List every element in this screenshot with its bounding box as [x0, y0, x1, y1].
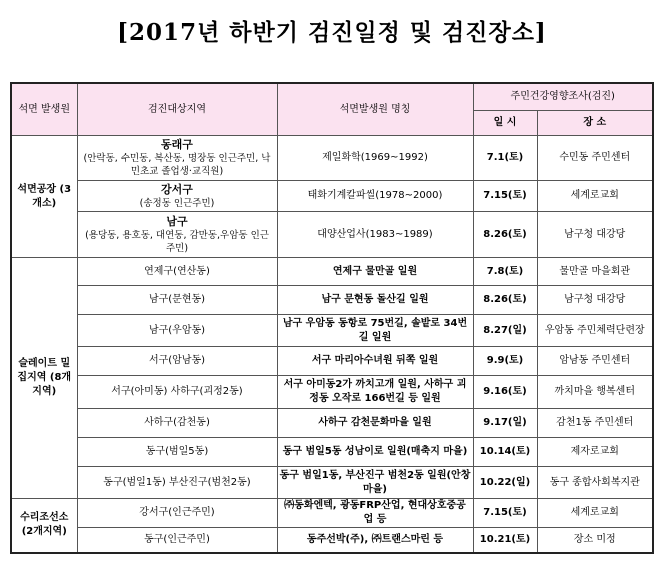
- region-cell: 서구(암남동): [77, 347, 277, 376]
- source-cell: 남구 우암동 동항로 75번길, 솔밭로 34번길 일원: [277, 315, 473, 347]
- header-region: 검진대상지역: [77, 83, 277, 136]
- date-cell: 9.17(일): [473, 409, 537, 438]
- group-cell: 석면공장 (3개소): [11, 136, 77, 258]
- place-cell: 세계로교회: [537, 181, 653, 212]
- header-survey: 주민건강영향조사(검진): [473, 83, 653, 111]
- region-cell: [77, 136, 277, 181]
- source-cell: 동구 범일1동, 부산진구 범천2동 일원(안창마을): [277, 467, 473, 499]
- region-cell: 남구(우암동): [77, 315, 277, 347]
- source-cell: 동주선박(주), ㈜트랜스마린 등: [277, 528, 473, 553]
- date-cell: 10.21(토): [473, 528, 537, 553]
- place-cell: 동구 종합사회복지관: [537, 467, 653, 499]
- place-cell: 우암동 주민체력단련장: [537, 315, 653, 347]
- date-cell: 8.26(토): [473, 212, 537, 258]
- table-row: [11, 438, 653, 467]
- table-row: [11, 212, 653, 258]
- source-cell: ㈜동화엔텍, 광동FRP산업, 현대상호중공업 등: [277, 499, 473, 528]
- table-row: [11, 315, 653, 347]
- source-cell: 연제구 물만골 일원: [277, 258, 473, 286]
- place-cell: 까치마을 행복센터: [537, 376, 653, 409]
- table-row: [11, 286, 653, 315]
- region-name: 동래구: [161, 138, 193, 151]
- header-group: 석면 발생원: [11, 83, 77, 136]
- region-detail: (송정동 인근주민): [139, 197, 215, 209]
- source-cell: 제일화학(1969~1992): [277, 136, 473, 181]
- source-cell: 서구 마리아수녀원 뒤쪽 일원: [277, 347, 473, 376]
- date-cell: 9.9(토): [473, 347, 537, 376]
- place-cell: 물만골 마을회관: [537, 258, 653, 286]
- source-cell: 사하구 감천문화마을 일원: [277, 409, 473, 438]
- table-row: [11, 499, 653, 528]
- region-cell: 사하구(감천동): [77, 409, 277, 438]
- source-cell: 서구 아미동2가 까치고개 일원, 사하구 괴정동 오작로 166번길 등 일원: [277, 376, 473, 409]
- place-cell: 세계로교회: [537, 499, 653, 528]
- region-detail: (용당동, 용호동, 대연동, 감만동,우암동 인근 주민): [85, 229, 269, 254]
- region-cell: [77, 181, 277, 212]
- source-cell: 태화기계칼파씰(1978~2000): [277, 181, 473, 212]
- source-cell: 대양산업사(1983~1989): [277, 212, 473, 258]
- date-cell: 7.15(토): [473, 499, 537, 528]
- table-row: [11, 181, 653, 212]
- schedule-table: [10, 82, 654, 554]
- region-detail: (안락동, 수민동, 복산동, 명장동 인근주민, 낙민초교 졸업생·교직원): [83, 153, 271, 177]
- region-cell: 연제구(연산동): [77, 258, 277, 286]
- table-row: [11, 136, 653, 181]
- source-cell: 남구 문현동 돌산길 일원: [277, 286, 473, 315]
- date-cell: 10.22(일): [473, 467, 537, 499]
- table-row: [11, 409, 653, 438]
- place-cell: 장소 미정: [537, 528, 653, 553]
- region-cell: [77, 212, 277, 258]
- table-header-row: [11, 83, 653, 111]
- date-cell: 10.14(토): [473, 438, 537, 467]
- region-name: 남구: [166, 214, 188, 228]
- date-cell: 7.15(토): [473, 181, 537, 212]
- date-cell: 7.1(토): [473, 136, 537, 181]
- date-cell: 9.16(토): [473, 376, 537, 409]
- region-name: 강서구: [161, 182, 193, 196]
- header-place: 장 소: [537, 111, 653, 136]
- group-cell: 수리조선소 (2개지역): [11, 499, 77, 553]
- place-cell: 제자로교회: [537, 438, 653, 467]
- table-row: [11, 376, 653, 409]
- place-cell: 수민동 주민센터: [537, 136, 653, 181]
- place-cell: 남구청 대강당: [537, 212, 653, 258]
- table-row: [11, 467, 653, 499]
- header-source: 석면발생원 명칭: [277, 83, 473, 136]
- date-cell: 8.26(토): [473, 286, 537, 315]
- table-row: [11, 258, 653, 286]
- region-cell: 동구(범일1동) 부산진구(범천2동): [77, 467, 277, 499]
- group-cell: 슬레이트 밀집지역 (8개지역): [11, 258, 77, 499]
- region-cell: 동구(인근주민): [77, 528, 277, 553]
- page-title: [2017년 하반기 검진일정 및 검진장소]: [117, 19, 547, 46]
- region-cell: 강서구(인근주민): [77, 499, 277, 528]
- header-date: 일 시: [473, 111, 537, 136]
- date-cell: 8.27(일): [473, 315, 537, 347]
- place-cell: 암남동 주민센터: [537, 347, 653, 376]
- place-cell: 남구청 대강당: [537, 286, 653, 315]
- region-cell: 남구(문현동): [77, 286, 277, 315]
- region-cell: 서구(아미동) 사하구(괴정2동): [77, 376, 277, 409]
- region-cell: 동구(범일5동): [77, 438, 277, 467]
- place-cell: 감천1동 주민센터: [537, 409, 653, 438]
- source-cell: 동구 범일5동 성남이로 일원(매축지 마을): [277, 438, 473, 467]
- table-row: [11, 347, 653, 376]
- table-row: [11, 528, 653, 553]
- date-cell: 7.8(토): [473, 258, 537, 286]
